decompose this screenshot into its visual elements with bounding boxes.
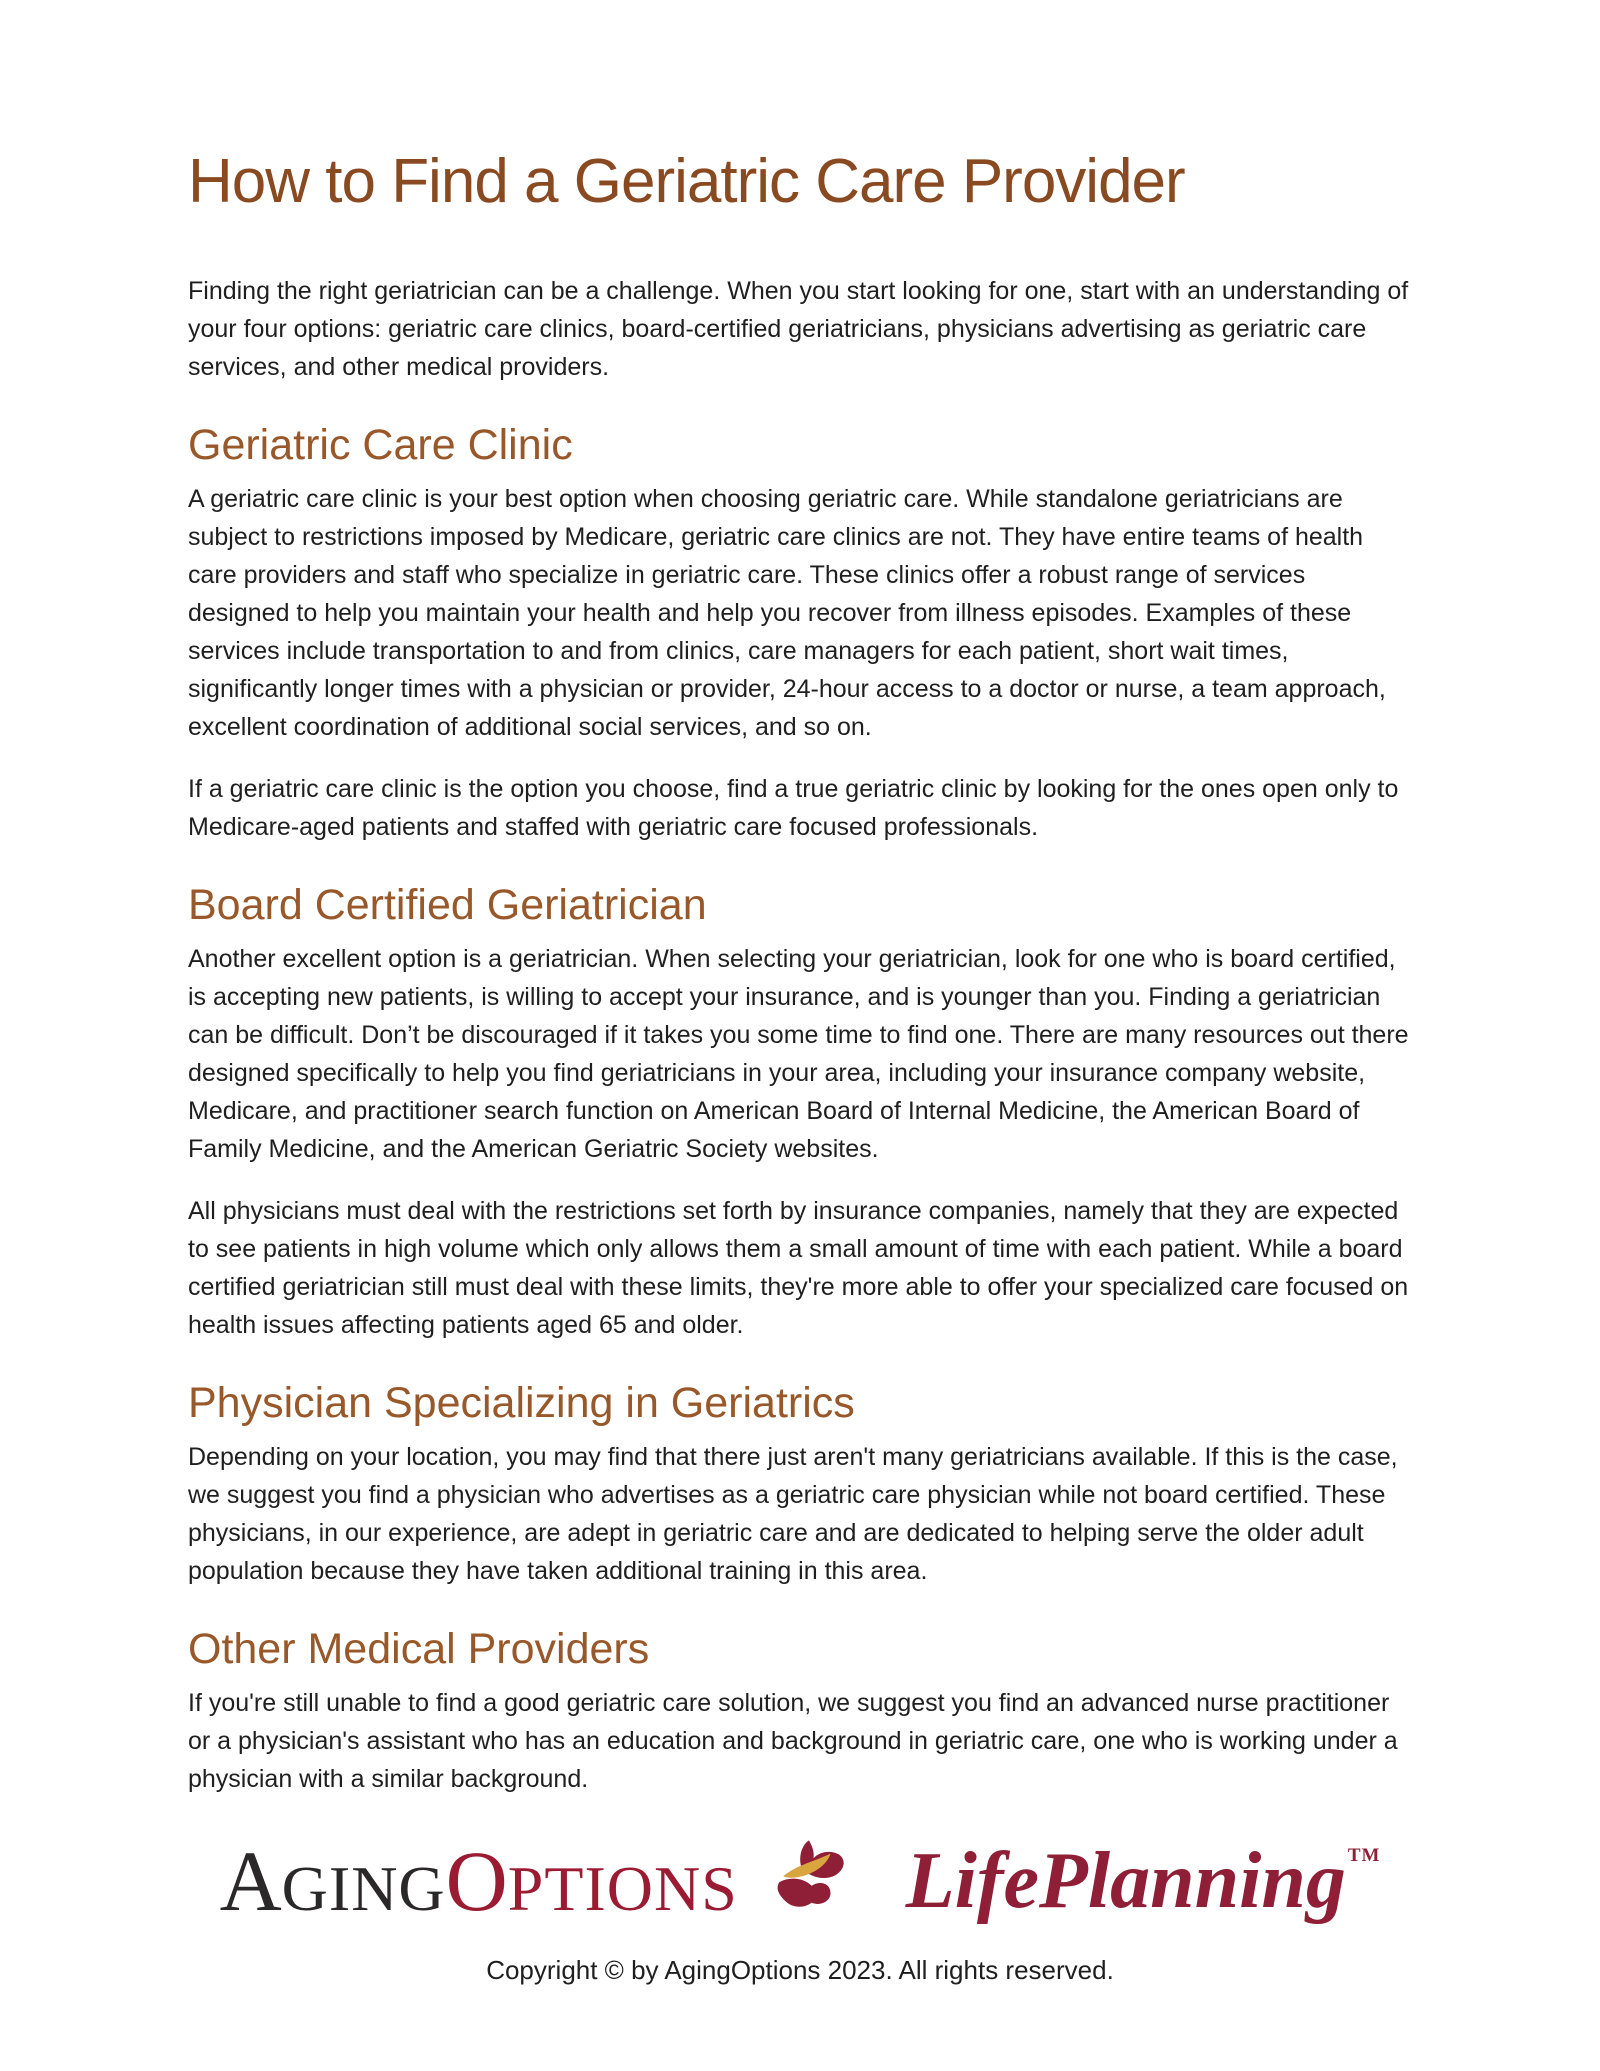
aging-options-wordmark xyxy=(219,1833,738,1929)
aging-options-lifeplanning-logo xyxy=(188,1833,1412,1929)
body-paragraph: If you're still unable to find a good geriatric care solution, we suggest you find an advanced nurse practitioner or a physician's assistant who has an education and background in geriatric care, one who is working under a physician with a similar background. xyxy=(188,1689,1398,1793)
section-heading-physician-specializing: Physician Specializing in Geriatrics xyxy=(188,1379,855,1427)
logo-text: A xyxy=(219,1833,282,1929)
body-paragraph: A geriatric care clinic is your best option when choosing geriatric care. While standalone geriatricians are subject to restrictions imposed by Medicare, geriatric care clinics are not. They have entire teams of health care providers and staff who specialize in geriatric care. These clinics offer a robust range of services designed to help you maintain your health and help you recover from illness episodes. Examples of these services include transportation to and from clinics, care managers for each patient, short wait times, significantly longer times with a physician or provider, 24-hour access to a doctor or nurse, a team approach, excellent coordination of additional social services, and so on. xyxy=(188,485,1386,741)
logo-text: PTIONS xyxy=(507,1853,738,1924)
body-paragraph: Depending on your location, you may find that there just aren't many geriatricians available. If this is the case, we suggest you find a physician who advertises as a geriatric care physician while not board certified. These physicians, in our experience, are adept in geriatric care and are dedicated to helping serve the older adult population because they have taken additional training in this area. xyxy=(188,1443,1398,1585)
page-title: How to Find a Geriatric Care Provider xyxy=(188,147,1185,216)
footer xyxy=(188,1833,1412,1986)
body-paragraph: If a geriatric care clinic is the option you choose, find a true geriatric clinic by looking for the ones open only to Medicare-aged patients and staffed with geriatric care focused professionals. xyxy=(188,775,1399,841)
trademark-symbol: TM xyxy=(1347,1845,1381,1866)
section-heading-board-certified-geriatrician: Board Certified Geriatrician xyxy=(188,881,707,929)
lifeplanning-wordmark xyxy=(905,1837,1381,1925)
intro-paragraph: Finding the right geriatrician can be a challenge. When you start looking for one, start with an understanding of your four options: geriatric care clinics, board-certified geriatricians, physicians advertising as geriatric care services, and other medical providers. xyxy=(188,277,1409,381)
logo-text: O xyxy=(445,1833,508,1929)
body-paragraph: All physicians must deal with the restrictions set forth by insurance companies, namely that they are expected to see patients in high volume which only allows them a small amount of time with each patient. While a board certified geriatrician still must deal with these limits, they're more able to offer your specialized care focused on health issues affecting patients aged 65 and older. xyxy=(188,1197,1409,1339)
copyright-line: Copyright © by AgingOptions 2023. All rights reserved. xyxy=(486,1955,1114,1985)
body-paragraph: Another excellent option is a geriatrician. When selecting your geriatrician, look for one who is board certified, is accepting new patients, is willing to accept your insurance, and is younger than you. Finding a geriatrician can be difficult. Don’t be discouraged if it takes you some time to find one. There are many resources out there designed specifically to help you find geriatricians in your area, including your insurance company website, Medicare, and practitioner search function on American Board of Internal Medicine, the American Board of Family Medicine, and the American Geriatric Society websites. xyxy=(188,945,1409,1163)
section-heading-other-medical-providers: Other Medical Providers xyxy=(188,1625,650,1673)
logo-text: GING xyxy=(281,1853,446,1924)
logo-text: LifePlanning xyxy=(905,1837,1346,1925)
section-heading-geriatric-care-clinic: Geriatric Care Clinic xyxy=(188,421,573,469)
lifeplanning-flower-icon xyxy=(770,1838,874,1924)
